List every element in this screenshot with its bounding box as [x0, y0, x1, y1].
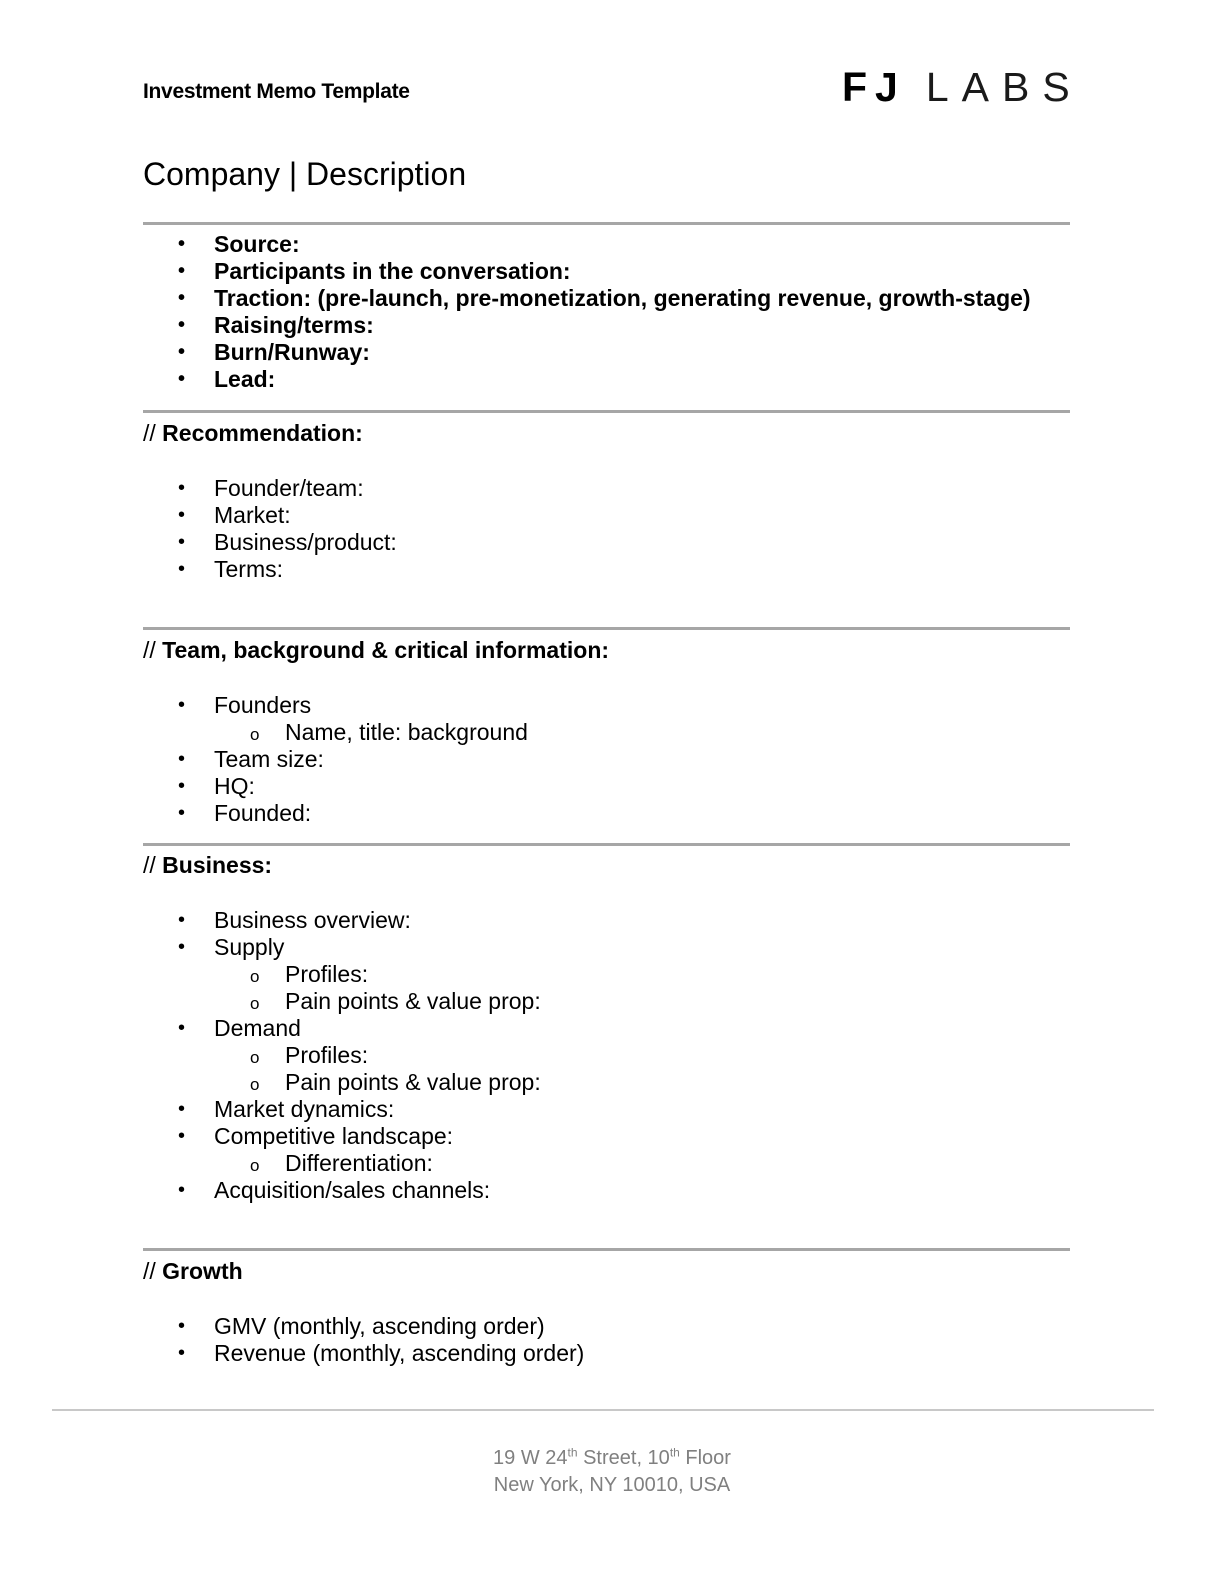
- memo-template-label: Investment Memo Template: [143, 80, 410, 103]
- sub-bullet-icon: o: [250, 1156, 260, 1175]
- sub-bullet-icon: o: [250, 967, 260, 986]
- list-item: • GMV (monthly, ascending order): [178, 1313, 545, 1339]
- list-item: • Demand: [178, 1015, 301, 1041]
- bullet-icon: •: [178, 748, 186, 770]
- team-list: [143, 692, 1083, 827]
- bullet-icon: •: [178, 1315, 186, 1337]
- section-heading-team: // Team, background & critical information:: [143, 637, 610, 663]
- bullet-icon: •: [178, 1342, 186, 1364]
- bullet-icon: •: [178, 1098, 186, 1120]
- logo-fj: FJ: [842, 64, 906, 110]
- logo-labs: LABS: [925, 64, 1083, 110]
- bullet-icon: •: [178, 694, 186, 716]
- sub-bullet-icon: o: [250, 725, 260, 744]
- fj-labs-logo: [842, 62, 1083, 112]
- list-item: • Revenue (monthly, ascending order): [178, 1340, 585, 1366]
- list-item: • Source:: [178, 231, 300, 257]
- list-item: • Business overview:: [178, 907, 411, 933]
- bullet-icon: •: [178, 802, 186, 824]
- sub-bullet-icon: o: [250, 994, 260, 1013]
- list-item: • Founder/team:: [178, 475, 364, 501]
- bullet-icon: •: [178, 1125, 186, 1147]
- divider: [143, 1248, 1070, 1251]
- bullet-icon: •: [178, 909, 186, 931]
- divider: [143, 222, 1070, 225]
- section-heading-recommendation: // Recommendation:: [143, 420, 363, 446]
- list-item: • Participants in the conversation:: [178, 258, 571, 284]
- list-item: • Raising/terms:: [178, 312, 374, 338]
- list-item: • Supply: [178, 934, 285, 960]
- bullet-icon: •: [178, 504, 186, 526]
- bullet-icon: •: [178, 287, 186, 309]
- list-item: • Competitive landscape:: [178, 1123, 454, 1149]
- sub-bullet-icon: o: [250, 1048, 260, 1067]
- bullet-icon: •: [178, 260, 186, 282]
- list-item: o Differentiation:: [143, 1150, 1083, 1177]
- list-item: • Team size:: [178, 746, 324, 772]
- list-item: • Founders: [178, 692, 312, 718]
- list-item: • Business/product:: [178, 529, 397, 555]
- footer-divider: [52, 1409, 1154, 1411]
- list-item: • Burn/Runway:: [178, 339, 370, 365]
- bullet-icon: •: [178, 775, 186, 797]
- list-item: o Name, title: background: [143, 719, 1083, 746]
- list-item: o Pain points & value prop:: [143, 988, 1083, 1015]
- list-item: • Traction: (pre-launch, pre-monetization, generating revenue, growth-stage): [178, 285, 1031, 311]
- bullet-icon: •: [178, 558, 186, 580]
- bullet-icon: •: [178, 1179, 186, 1201]
- growth-list: [143, 1313, 1083, 1367]
- page-title: Company | Description: [143, 156, 467, 192]
- bullet-icon: •: [178, 233, 186, 255]
- footer-address-line-2: New York, NY 10010, USA: [493, 1474, 731, 1496]
- list-item: • Market dynamics:: [178, 1096, 395, 1122]
- list-item: • Founded:: [178, 800, 312, 826]
- section-heading-business: // Business:: [143, 852, 273, 878]
- divider: [143, 843, 1070, 846]
- bullet-icon: •: [178, 936, 186, 958]
- bullet-icon: •: [178, 341, 186, 363]
- divider: [143, 627, 1070, 630]
- bullet-icon: •: [178, 368, 186, 390]
- business-list: [143, 907, 1083, 1204]
- list-item: • Acquisition/sales channels:: [178, 1177, 491, 1203]
- list-item: • Market:: [178, 502, 291, 528]
- bullet-icon: •: [178, 314, 186, 336]
- footer-address-line-1: 19 W 24th Street, 10th Floor: [493, 1445, 731, 1469]
- list-item: • HQ:: [178, 773, 255, 799]
- sub-bullet-icon: o: [250, 1075, 260, 1094]
- list-item: o Pain points & value prop:: [143, 1069, 1083, 1096]
- bullet-icon: •: [178, 477, 186, 499]
- summary-list: [143, 231, 1083, 393]
- list-item: o Profiles:: [143, 961, 1083, 988]
- recommendation-list: [143, 475, 1083, 583]
- list-item: o Profiles:: [143, 1042, 1083, 1069]
- bullet-icon: •: [178, 1017, 186, 1039]
- list-item: • Terms:: [178, 556, 283, 582]
- divider: [143, 410, 1070, 413]
- list-item: • Lead:: [178, 366, 276, 392]
- bullet-icon: •: [178, 531, 186, 553]
- section-heading-growth: // Growth: [143, 1258, 243, 1284]
